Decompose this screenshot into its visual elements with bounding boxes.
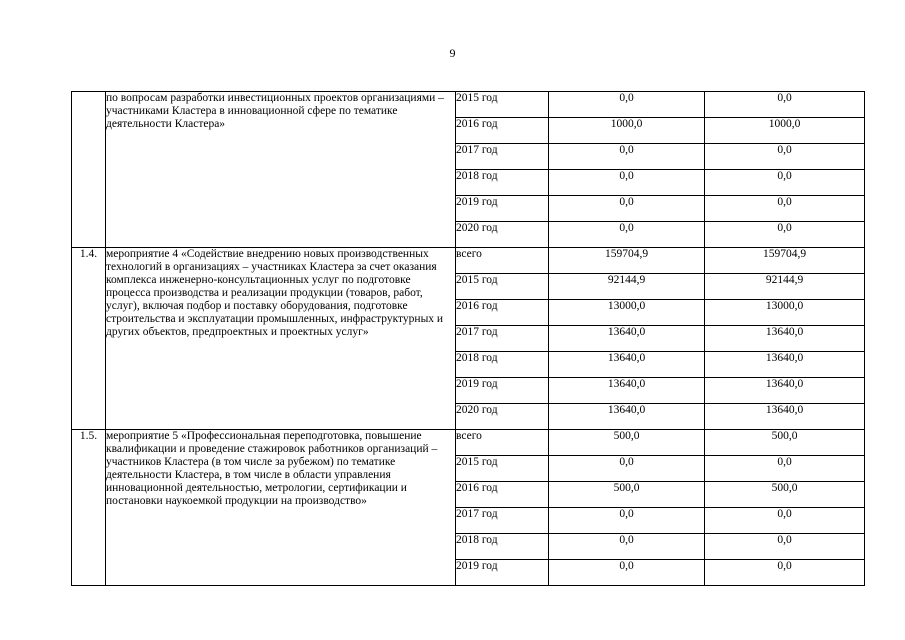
item-number: 1.5. <box>72 430 106 586</box>
amount-total-cell: 13640,0 <box>549 352 705 378</box>
amount-total-cell: 92144,9 <box>549 274 705 300</box>
item-number <box>72 92 106 248</box>
amount-source-cell: 0,0 <box>705 560 865 586</box>
amount-total-cell: 0,0 <box>549 222 705 248</box>
amount-total-cell: 0,0 <box>549 170 705 196</box>
item-description-cell <box>106 248 456 430</box>
table-row <box>72 92 865 118</box>
year-cell: 2016 год <box>456 118 549 144</box>
table-body <box>72 92 865 586</box>
amount-source-cell: 0,0 <box>705 144 865 170</box>
year-cell: 2020 год <box>456 222 549 248</box>
year-cell: всего <box>456 248 549 274</box>
amount-total-cell: 500,0 <box>549 430 705 456</box>
year-cell: 2018 год <box>456 170 549 196</box>
amount-total-cell: 159704,9 <box>549 248 705 274</box>
amount-total-cell: 500,0 <box>549 482 705 508</box>
amount-source-cell: 13640,0 <box>705 352 865 378</box>
amount-source-cell: 13640,0 <box>705 404 865 430</box>
amount-total-cell: 0,0 <box>549 456 705 482</box>
amount-source-cell: 0,0 <box>705 534 865 560</box>
year-cell: 2015 год <box>456 274 549 300</box>
amount-source-cell: 13000,0 <box>705 300 865 326</box>
item-description-cell <box>106 92 456 248</box>
budget-table <box>71 91 865 586</box>
year-cell: 2018 год <box>456 534 549 560</box>
amount-source-cell: 0,0 <box>705 508 865 534</box>
year-cell: 2017 год <box>456 326 549 352</box>
year-cell: 2015 год <box>456 92 549 118</box>
item-description: мероприятие 5 «Профессиональная переподготовка, повышение квалификации и проведение стажировок работников организаций – участников Кластера (в том числе за рубежом) по тематике деятельности Кластера, в том числе в области управления инновационной деятельностью, метрологии, сертификации и постановки наукоемкой продукции на производство» <box>106 430 438 507</box>
item-description-cell <box>106 430 456 586</box>
amount-total-cell: 13000,0 <box>549 300 705 326</box>
amount-source-cell: 0,0 <box>705 196 865 222</box>
item-description: по вопросам разработки инвестиционных проектов организациями – участниками Кластера в инновационной сфере по тематике деятельности Кластера» <box>106 92 444 130</box>
item-number: 1.4. <box>72 248 106 430</box>
amount-source-cell: 0,0 <box>705 170 865 196</box>
amount-total-cell: 0,0 <box>549 508 705 534</box>
amount-source-cell: 500,0 <box>705 482 865 508</box>
amount-source-cell: 13640,0 <box>705 326 865 352</box>
amount-total-cell: 0,0 <box>549 92 705 118</box>
amount-total-cell: 0,0 <box>549 560 705 586</box>
year-cell: 2015 год <box>456 456 549 482</box>
table-row <box>72 248 865 274</box>
year-cell: 2018 год <box>456 352 549 378</box>
year-cell: 2016 год <box>456 482 549 508</box>
amount-source-cell: 500,0 <box>705 430 865 456</box>
year-cell: 2019 год <box>456 378 549 404</box>
year-cell: 2017 год <box>456 144 549 170</box>
year-cell: всего <box>456 430 549 456</box>
amount-source-cell: 0,0 <box>705 456 865 482</box>
year-cell: 2016 год <box>456 300 549 326</box>
year-cell: 2020 год <box>456 404 549 430</box>
year-cell: 2019 год <box>456 196 549 222</box>
amount-source-cell: 0,0 <box>705 222 865 248</box>
amount-source-cell: 13640,0 <box>705 378 865 404</box>
item-description: мероприятие 4 «Содействие внедрению новых производственных технологий в организациях – участниках Кластера за счет оказания комплекса инженерно-консультационных услуг по подготовке процесса производства и реализации продукции (товаров, работ, услуг), включая подбор и поставку оборудования, подготовке строительства и эксплуатации промышленных, инфраструктурных и других объектов, предпроектных и проектных услуг» <box>106 248 444 338</box>
amount-total-cell: 1000,0 <box>549 118 705 144</box>
amount-total-cell: 13640,0 <box>549 378 705 404</box>
table-row <box>72 430 865 456</box>
year-cell: 2017 год <box>456 508 549 534</box>
amount-total-cell: 0,0 <box>549 534 705 560</box>
amount-source-cell: 159704,9 <box>705 248 865 274</box>
amount-source-cell: 92144,9 <box>705 274 865 300</box>
amount-total-cell: 13640,0 <box>549 326 705 352</box>
amount-source-cell: 0,0 <box>705 92 865 118</box>
amount-source-cell: 1000,0 <box>705 118 865 144</box>
year-cell: 2019 год <box>456 560 549 586</box>
amount-total-cell: 13640,0 <box>549 404 705 430</box>
page-number: 9 <box>449 46 456 60</box>
amount-total-cell: 0,0 <box>549 144 705 170</box>
amount-total-cell: 0,0 <box>549 196 705 222</box>
